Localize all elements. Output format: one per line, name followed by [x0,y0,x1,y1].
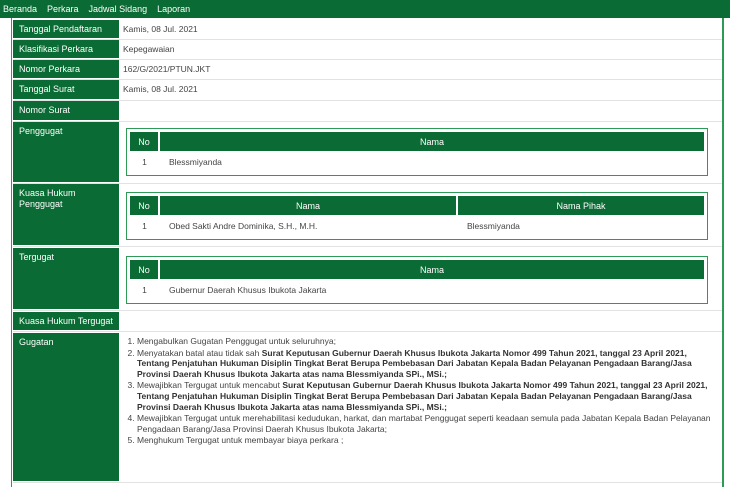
row-nomor-surat [13,101,722,122]
th-no: No [130,260,159,279]
gugatan-item-2-bold: Surat Keputusan Gubernur Daerah Khusus Ibukota Jakarta Nomor 499 Tahun 2021, tanggal 23 April 2021, Tentang Penjatuhan Hukuman Disiplin Tingkat Berat Berupa Pembebasan Dari Jabatan Kepala Badan Pelayanan Pengadaan Barang/Jasa Provinsi Daerah Khusus Ibukota Jakarta atas nama Blessmiyanda SPi., MSi.; [137,347,692,379]
row-nomor-perkara [13,60,722,80]
label-kuasa-hukum-tergugat: Kuasa Hukum Tergugat [13,312,119,331]
nav-laporan[interactable]: Laporan [157,4,191,14]
gugatan-item-3-bold: Surat Keputusan Gubernur Daerah Khusus Ibukota Jakarta Nomor 499 Tahun 2021, tanggal 23 April 2021, Tentang Penjatuhan Hukuman Disiplin Tingkat Berat Berupa Pembebasan Dari Jabatan Kepala Badan Pelayanan Pengadaan Barang/Jasa Provinsi Daerah Khusus Ibukota Jakarta atas nama Blessmiyanda SPi., MSi.; [137,380,708,412]
right-gutter [724,18,730,487]
gugatan-list [124,336,714,447]
value-tanggal-pendaftaran: Kamis, 08 Jul. 2021 [123,24,198,34]
list-item [137,380,714,412]
list-item [137,336,714,347]
label-nomor-surat: Nomor Surat [13,101,119,121]
value-tanggal-surat: Kamis, 08 Jul. 2021 [123,84,198,94]
top-navigation [0,0,730,18]
label-tanggal-pendaftaran: Tanggal Pendaftaran [13,20,119,39]
table-kuasa-hukum-penggugat [126,192,708,240]
th-nama-pihak: Nama Pihak [457,196,704,215]
value-nomor-perkara: 162/G/2021/PTUN.JKT [123,64,211,74]
list-item [137,413,714,434]
table-row [130,279,704,301]
row-klasifikasi-perkara [13,40,722,60]
gugatan-item-3-text: Mewajibkan Tergugat untuk mencabut [137,380,283,391]
th-no: No [130,132,159,151]
gugatan-item-4: Mewajibkan Tergugat untuk merehabilitasi kedudukan, harkat, dan martabat Penggugat seperti keadaan semula pada Jabatan Kepala Badan Pelayanan Pengadaan Barang/Jasa Provinsi Daerah Khusus Ibukota Jakarta; [137,413,711,434]
table-penggugat [126,128,708,176]
table-row [130,215,704,237]
label-tergugat: Tergugat [13,248,119,310]
label-klasifikasi-perkara: Klasifikasi Perkara [13,40,119,59]
table-tergugat [126,256,708,304]
cell-nama: Obed Sakti Andre Dominika, S.H., M.H. [169,221,318,231]
list-item [137,435,714,446]
cell-no: 1 [142,221,147,231]
nav-beranda[interactable]: Beranda [3,4,38,14]
nav-perkara[interactable]: Perkara [47,4,79,14]
table-row [130,151,704,173]
cell-nama: Blessmiyanda [169,157,222,167]
row-tanggal-pendaftaran [13,20,722,40]
gugatan-item-2-text: Menyatakan batal atau tidak sah [137,347,262,358]
th-no: No [130,196,159,215]
cell-no: 1 [142,285,147,295]
cell-nama-pihak: Blessmiyanda [467,221,520,231]
gugatan-item-1: Mengabulkan Gugatan Penggugat untuk seluruhnya; [137,336,336,346]
th-nama: Nama [159,196,457,215]
label-tanggal-surat: Tanggal Surat [13,80,119,100]
cell-no: 1 [142,157,147,167]
value-klasifikasi-perkara: Kepegawaian [123,44,175,54]
cell-nama: Gubernur Daerah Khusus Ibukota Jakarta [169,285,327,295]
nav-jadwal-sidang[interactable]: Jadwal Sidang [88,4,148,14]
gugatan-item-5: Menghukum Tergugat untuk membayar biaya perkara ; [137,435,344,446]
label-kuasa-hukum-penggugat [13,184,119,246]
label-nomor-perkara: Nomor Perkara [13,60,119,79]
th-nama: Nama [159,260,704,279]
label-line-2: Penggugat [19,199,63,209]
left-border [0,18,12,487]
row-tanggal-surat [13,80,722,101]
row-kuasa-hukum-tergugat [13,312,722,332]
th-nama: Nama [159,132,704,151]
list-item [137,348,714,380]
label-gugatan: Gugatan [13,333,119,482]
label-penggugat: Penggugat [13,122,119,183]
bottom-divider [13,482,722,483]
label-line-1: Kuasa Hukum [19,188,76,198]
